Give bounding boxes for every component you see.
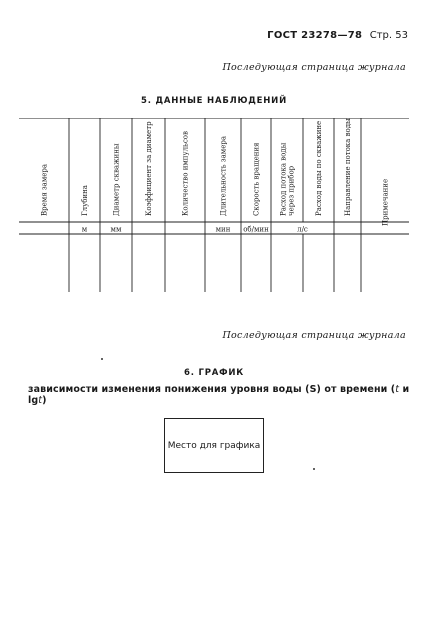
graph-placeholder-box <box>164 418 264 473</box>
column-header-label: Направление потока воды <box>344 118 352 216</box>
column-header-label: Глубина <box>81 185 89 216</box>
column-unit-label: мин <box>215 225 231 234</box>
column-header-label: через прибор <box>287 165 296 216</box>
graph-subtitle-t: t <box>395 384 400 395</box>
column-header-label: Количество импульсов <box>181 131 190 216</box>
graph-subtitle-text: зависимости изменения понижения уровня воды (S) от времени ( <box>28 384 396 395</box>
column-unit-label: м <box>81 225 88 234</box>
print-speck <box>313 468 315 470</box>
graph-placeholder-label: Место для графика <box>167 440 261 451</box>
column-header-label: Время замера <box>40 163 49 216</box>
column-header-label: Длительность замера <box>219 135 228 216</box>
graph-subtitle-end: ) <box>42 395 47 406</box>
graph-subtitle <box>28 384 428 406</box>
page-number: Стр. 53 <box>369 30 408 41</box>
column-header-label: Диаметр скважины <box>112 143 121 216</box>
column-unit-label: мм <box>110 225 122 234</box>
section-6-title: 6. ГРАФИК <box>183 368 245 378</box>
print-speck <box>101 358 103 360</box>
shared-unit-label: л/с <box>297 225 308 234</box>
section-5-title: 5. ДАННЫЕ НАБЛЮДЕНИЙ <box>141 96 287 106</box>
continuation-note-bottom: Последующая страница журнала <box>222 330 406 341</box>
page-header <box>267 30 408 41</box>
observations-table <box>19 118 409 292</box>
column-header-label: Расход воды по скважине <box>315 120 323 216</box>
column-header-label: Расход потока воды <box>279 142 288 216</box>
column-unit-label: об/мин <box>243 225 269 234</box>
column-header-label: Коэффициент за диаметр <box>145 121 153 216</box>
graph-subtitle-and: и lg <box>28 384 410 406</box>
column-header-label: Скорость вращения <box>252 142 261 216</box>
continuation-note-top: Последующая страница журнала <box>222 62 406 73</box>
standard-number: ГОСТ 23278—78 <box>267 30 363 41</box>
column-header-label: Примечание <box>381 178 390 226</box>
graph-subtitle-t2: t <box>38 395 43 406</box>
